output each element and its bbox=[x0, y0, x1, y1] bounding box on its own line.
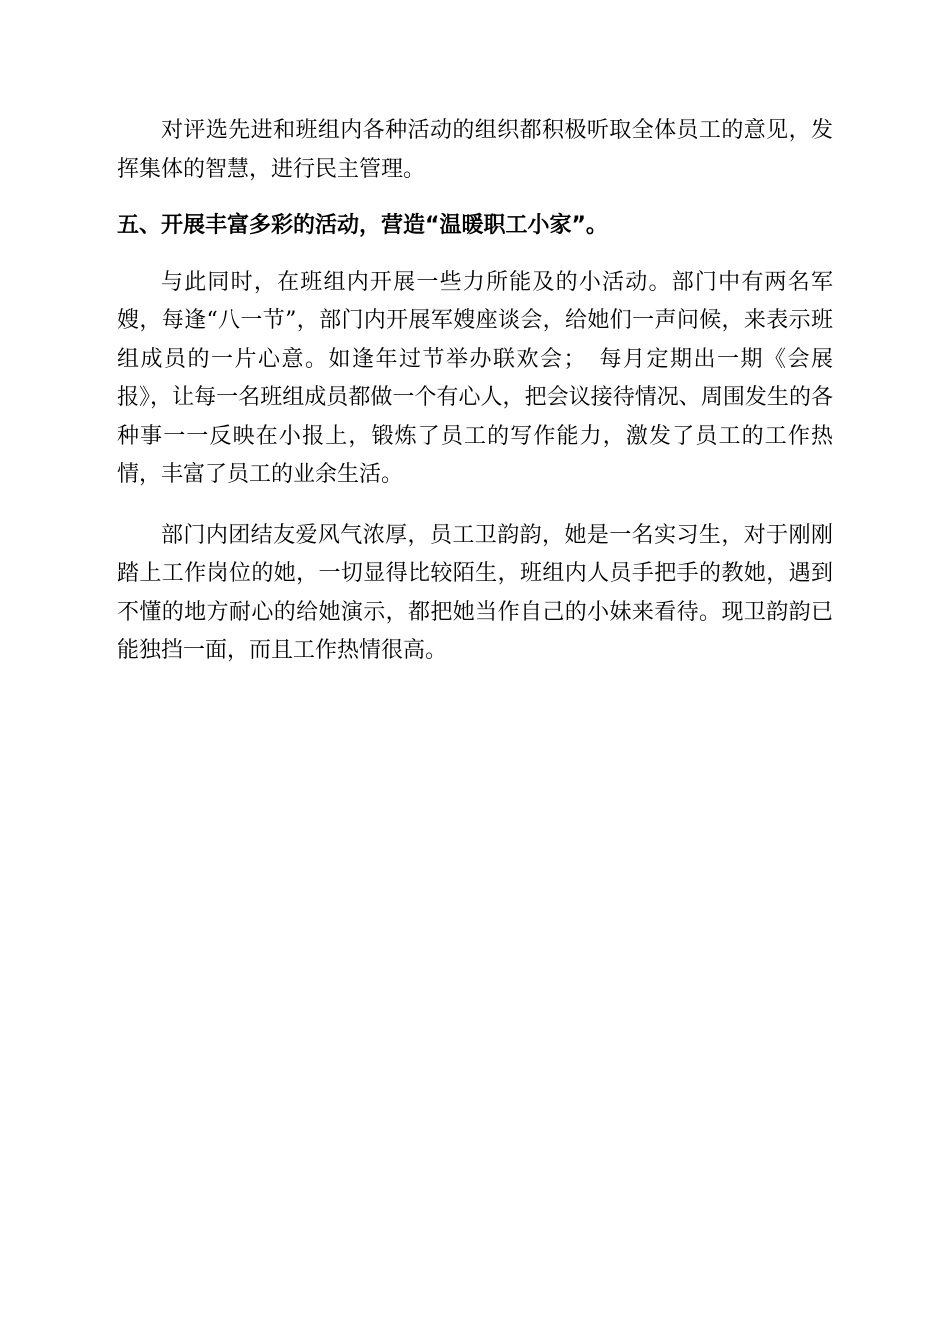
paragraph-democratic-management: 对评选先进和班组内各种活动的组织都积极听取全体员工的意见，发挥集体的智慧，进行民主管理。 bbox=[117, 118, 833, 182]
section-heading-five: 五、开展丰富多彩的活动，营造“温暖职工小家”。 bbox=[117, 213, 608, 238]
document-body bbox=[117, 112, 833, 671]
paragraph-activities: 与此同时，在班组内开展一些力所能及的小活动。部门中有两名军嫂，每逢“八一节”，部门内开展军嫂座谈会，给她们一声问候，来表示班组成员的一片心意。如逢年过节举办联欢会； 每月定期出一期《会展报》，让每一名班组成员都做一个有心人，把会议接待情况、周围发生的各种事一一反映在小报上，锻炼了员工的写作能力，激发了员工的工作热情，丰富了员工的业余生活。 bbox=[117, 269, 833, 487]
paragraph-team-spirit: 部门内团结友爱风气浓厚，员工卫韵韵，她是一名实习生，对于刚刚踏上工作岗位的她，一切显得比较陌生，班组内人员手把手的教她，遇到不懂的地方耐心的给她演示，都把她当作自己的小妹来看待。现卫韵韵已能独挡一面，而且工作热情很高。 bbox=[117, 522, 833, 663]
